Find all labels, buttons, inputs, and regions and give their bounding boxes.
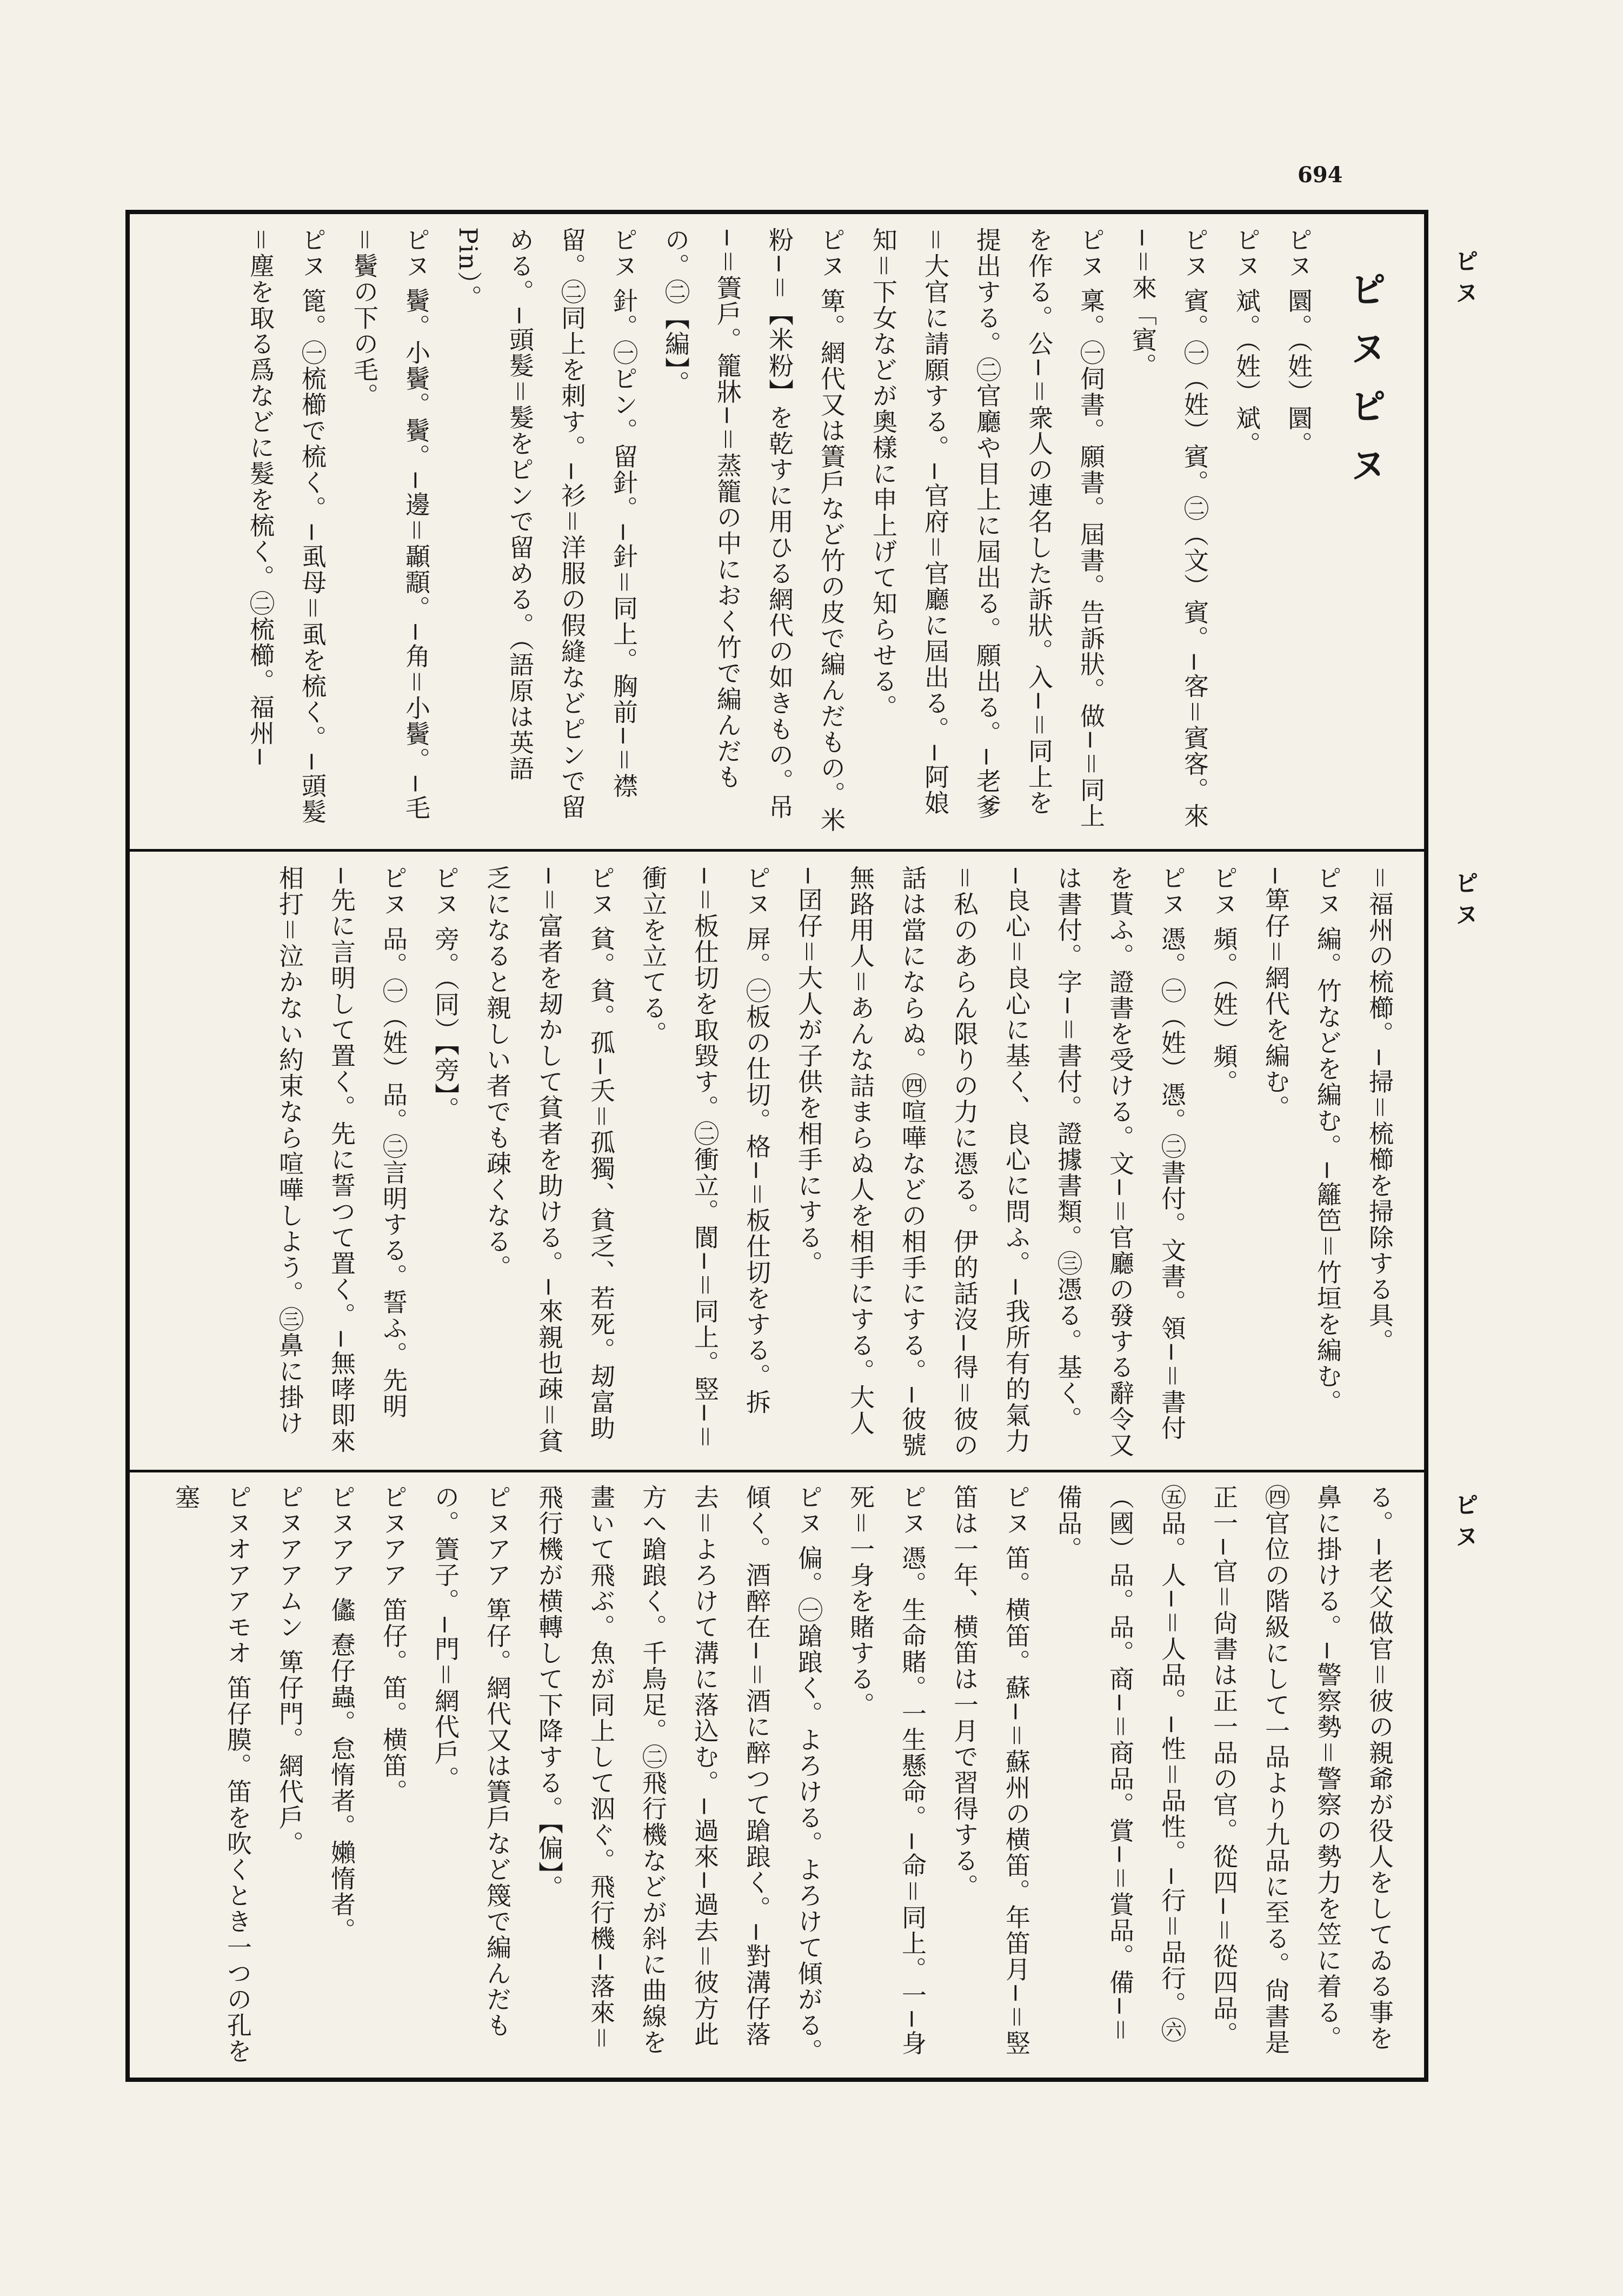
dictionary-entry: ピヌ 笛。横笛。蘇−＝蘇州の横笛。年笛月−＝竪笛は一年、横笛は一月で習得する。	[950, 1484, 1031, 2056]
dictionary-entry: ピヌアア 笛仔。笛。横笛。	[379, 1484, 408, 1805]
dictionary-entry: ピヌ 旁。（同）【旁】。	[431, 865, 460, 1123]
dictionary-entry: ピヌ 編。竹などを編む。−籬笆＝竹垣を編む。−箄仔＝網代を編む。	[1261, 865, 1342, 1416]
vertical-text-columns	[141, 227, 1406, 838]
dictionary-entry: ピヌ 憑。㊀（姓）憑。㊁書付。文書。領−＝書付を貰ふ。證書を受ける。文−＝官廳の發する辭令又は書付。字−＝書付。證據書類。㊂憑る。基く。−良心＝良心に基く、良心に問ふ。−我所有的氣力＝私のあらん限りの力に憑る。伊的話沒−得＝彼の話は當にならぬ。㊃喧嘩などの相手にする。−彼號無路用人＝あんな詰まらぬ人を相手にする。大人−囝仔＝大人が子供を相手にする。	[794, 865, 1187, 1458]
section-heading: ピヌピヌ	[1343, 270, 1387, 504]
dictionary-entry: ピヌオアアモオ 笛仔膜。笛を吹くとき一つの孔を塞	[171, 1484, 252, 2065]
vertical-text-columns	[141, 1484, 1406, 2068]
dictionary-band-middle	[141, 865, 1406, 1460]
margin-index-kana: ピヌ	[1451, 1492, 1478, 1555]
band-divider	[125, 1470, 1428, 1472]
dictionary-entry: る。−老父做官＝彼の親爺が役人をしてゐる事を鼻に掛ける。−警察勢＝警察の勢力を笠に着る。㊃官位の階級にして一品より九品に至る。尙書是正一−官＝尙書は正一品の官。從四−＝從四品。㊄品。人−＝人品。−性＝品性。−行＝品行。㊅（國）品。品。商−＝商品。賞−＝賞品。備−＝備品。	[1054, 1484, 1394, 2055]
dictionary-entry: ピヌ 箄。網代又は簀戶など竹の皮で編んだもの。米粉−＝【米粉】を乾すに用ひる網代の如きもの。吊−＝簀戶。籠牀−＝蒸籠の中におく竹で編んだもの。㊁【編】。	[661, 227, 846, 833]
vertical-text-columns	[141, 865, 1406, 1460]
dictionary-entry: ピヌ 圜。（姓）圜。	[1284, 227, 1313, 457]
dictionary-entry: ピヌアア 箄仔。網代又は簀戶など篾で編んだもの。簀子。−門＝網代戶。	[431, 1484, 512, 2039]
dictionary-entry: ピヌ 篦。㊀梳櫛で梳く。−虱母＝虱を梳く。−頭髮＝塵を取る爲などに髮を梳く。㊁梳櫛。福州−	[246, 227, 327, 825]
margin-index-kana: ピヌ	[1451, 249, 1478, 311]
dictionary-entry: ピヌ 針。㊀ピン。留針。−針＝同上。胸前−＝襟留。㊁同上を刺す。−衫＝洋服の假縫などピンで留める。−頭髮＝髮をピンで留める。（語原は英語Pin）。	[454, 227, 638, 820]
dictionary-entry: ピヌ 稟。㊀伺書。願書。屆書。告訴狀。做−＝同上を作る。公−＝衆人の連名した訴狀。入−＝同上を提出する。㊁官廳や目上に屆出る。願出る。−老爹＝大官に請願する。−官府＝官廳に屆出る。−阿娘知＝下女などが奧樣に申上げて知らせる。	[869, 227, 1106, 830]
dictionary-entry: ピヌ 憑。生命賭。一生懸命。−命＝同上。一−身死＝一身を賭する。	[846, 1484, 927, 2056]
margin-index-kana: ピヌ	[1451, 871, 1478, 933]
dictionary-entry: ピヌ 斌。（姓）斌。	[1232, 227, 1261, 457]
dictionary-entry: ピヌアアムン 箄仔門。網代戶。	[275, 1484, 304, 1857]
page-number: 694	[1298, 162, 1343, 188]
dictionary-entry: ＝福州の梳櫛。−掃＝梳櫛を掃除する具。	[1365, 865, 1394, 1355]
dictionary-entry: ピヌ 鬢。小鬢。鬢。−邊＝顳顬。−角＝小鬢。−毛＝鬢の下の毛。	[350, 227, 431, 821]
dictionary-entry: ピヌ 貧。貧。孤−夭＝孤獨、貧乏、若死。刼富助−＝富者を刼かして貧者を助ける。−來親也疎＝貧乏になると親しい者でも疎くなる。	[483, 865, 616, 1455]
dictionary-band-bottom	[141, 1484, 1406, 2068]
dictionary-entry: ピヌ 賓。㊀（姓）賓。㊁（文）賓。−客＝賓客。來−＝來「賓。	[1128, 227, 1209, 830]
dictionary-entry: ピヌ 屏。㊀板の仕切。格−＝板仕切をする。拆−＝板仕切を取毀す。㊁衝立。閬−＝同上。竪−＝衝立を立てる。	[638, 865, 771, 1450]
dictionary-entry: ピヌ 偏。㊀蹌踉く。よろける。よろけて傾がる。傾く。酒醉在−＝酒に醉つて蹌踉く。−對溝仔落去＝よろけて溝に落込む。−過來−過去＝彼方此方へ蹌踉く。千鳥足。㊁飛行機などが斜に曲線を畫いて飛ぶ。魚が同上して泅ぐ。飛行機−落來＝飛行機が横轉して下降する。【偏】。	[535, 1484, 823, 2065]
dictionary-entry: ピヌ 頻。（姓）頻。	[1209, 865, 1239, 1096]
band-divider	[125, 849, 1428, 852]
dictionary-entry: ピヌアア 㒩 憃仔蟲。怠惰者。嬾惰者。	[327, 1484, 356, 1944]
dictionary-entry: ピヌ 品。㊀（姓）品。㊁言明する。誓ふ。先明−先に言明して置く。先に誓つて置く。−無哮即來相打＝泣かない約束なら喧嘩しよう。㊂鼻に掛け	[275, 865, 408, 1455]
dictionary-band-top	[141, 227, 1406, 838]
